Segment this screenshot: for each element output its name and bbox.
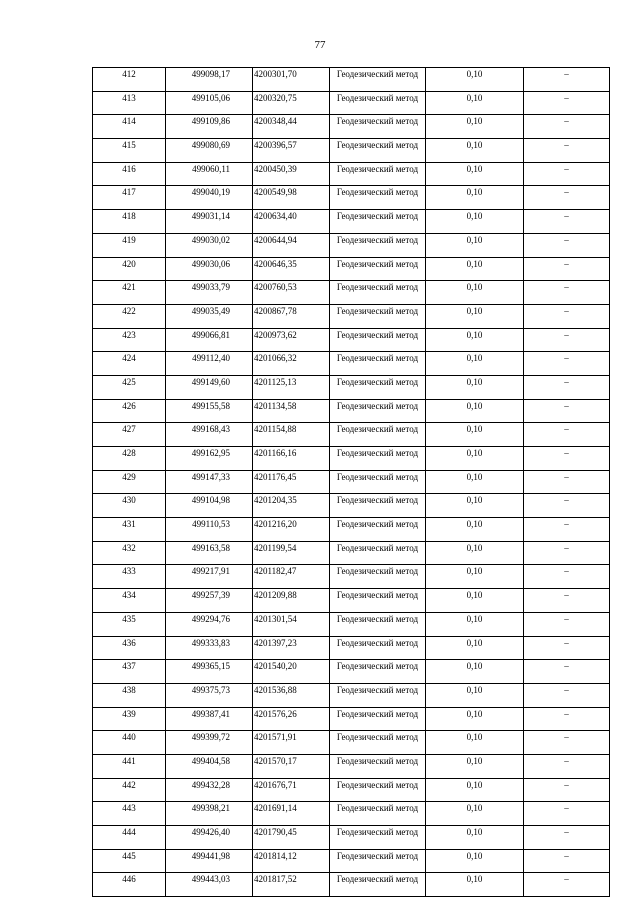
table-row <box>93 233 610 257</box>
x-coordinate-cell: 499399,72 <box>166 731 253 755</box>
method-cell: Геодезический метод <box>330 139 426 163</box>
accuracy-cell: 0,10 <box>426 589 524 613</box>
point-number-cell: 412 <box>93 68 166 92</box>
point-number-cell: 421 <box>93 281 166 305</box>
point-number-cell: 443 <box>93 802 166 826</box>
point-number-cell: 433 <box>93 565 166 589</box>
y-coordinate-cell: 4201154,88 <box>253 423 330 447</box>
table-row <box>93 423 610 447</box>
table-row <box>93 707 610 731</box>
y-coordinate-cell: 4201125,13 <box>253 375 330 399</box>
table-row <box>93 257 610 281</box>
y-coordinate-cell: 4201182,47 <box>253 565 330 589</box>
note-cell: – <box>524 494 610 518</box>
table-row <box>93 352 610 376</box>
method-cell: Геодезический метод <box>330 589 426 613</box>
note-cell: – <box>524 612 610 636</box>
note-cell: – <box>524 139 610 163</box>
y-coordinate-cell: 4200301,70 <box>253 68 330 92</box>
accuracy-cell: 0,10 <box>426 636 524 660</box>
method-cell: Геодезический метод <box>330 91 426 115</box>
method-cell: Геодезический метод <box>330 257 426 281</box>
method-cell: Геодезический метод <box>330 660 426 684</box>
table-row <box>93 541 610 565</box>
point-number-cell: 414 <box>93 115 166 139</box>
y-coordinate-cell: 4201576,26 <box>253 707 330 731</box>
note-cell: – <box>524 281 610 305</box>
y-coordinate-cell: 4200760,53 <box>253 281 330 305</box>
x-coordinate-cell: 499432,28 <box>166 778 253 802</box>
accuracy-cell: 0,10 <box>426 423 524 447</box>
table-row <box>93 731 610 755</box>
accuracy-cell: 0,10 <box>426 612 524 636</box>
table-row <box>93 186 610 210</box>
table-row <box>93 470 610 494</box>
y-coordinate-cell: 4200867,78 <box>253 304 330 328</box>
point-number-cell: 434 <box>93 589 166 613</box>
method-cell: Геодезический метод <box>330 707 426 731</box>
y-coordinate-cell: 4200634,40 <box>253 210 330 234</box>
method-cell: Геодезический метод <box>330 565 426 589</box>
x-coordinate-cell: 499147,33 <box>166 470 253 494</box>
accuracy-cell: 0,10 <box>426 565 524 589</box>
accuracy-cell: 0,10 <box>426 328 524 352</box>
point-number-cell: 426 <box>93 399 166 423</box>
accuracy-cell: 0,10 <box>426 68 524 92</box>
coordinates-table-body <box>93 68 610 897</box>
accuracy-cell: 0,10 <box>426 186 524 210</box>
table-row <box>93 802 610 826</box>
note-cell: – <box>524 802 610 826</box>
note-cell: – <box>524 636 610 660</box>
table-row <box>93 210 610 234</box>
point-number-cell: 430 <box>93 494 166 518</box>
y-coordinate-cell: 4201540,20 <box>253 660 330 684</box>
note-cell: – <box>524 399 610 423</box>
method-cell: Геодезический метод <box>330 636 426 660</box>
x-coordinate-cell: 499163,58 <box>166 541 253 565</box>
x-coordinate-cell: 499333,83 <box>166 636 253 660</box>
point-number-cell: 442 <box>93 778 166 802</box>
y-coordinate-cell: 4201536,88 <box>253 683 330 707</box>
method-cell: Геодезический метод <box>330 518 426 542</box>
accuracy-cell: 0,10 <box>426 447 524 471</box>
table-row <box>93 139 610 163</box>
y-coordinate-cell: 4200646,35 <box>253 257 330 281</box>
method-cell: Геодезический метод <box>330 399 426 423</box>
accuracy-cell: 0,10 <box>426 541 524 565</box>
method-cell: Геодезический метод <box>330 162 426 186</box>
method-cell: Геодезический метод <box>330 281 426 305</box>
point-number-cell: 422 <box>93 304 166 328</box>
y-coordinate-cell: 4200549,98 <box>253 186 330 210</box>
table-row <box>93 754 610 778</box>
note-cell: – <box>524 731 610 755</box>
y-coordinate-cell: 4201199,54 <box>253 541 330 565</box>
accuracy-cell: 0,10 <box>426 802 524 826</box>
note-cell: – <box>524 470 610 494</box>
accuracy-cell: 0,10 <box>426 873 524 897</box>
x-coordinate-cell: 499040,19 <box>166 186 253 210</box>
x-coordinate-cell: 499112,40 <box>166 352 253 376</box>
y-coordinate-cell: 4201676,71 <box>253 778 330 802</box>
note-cell: – <box>524 683 610 707</box>
note-cell: – <box>524 778 610 802</box>
accuracy-cell: 0,10 <box>426 849 524 873</box>
point-number-cell: 416 <box>93 162 166 186</box>
point-number-cell: 432 <box>93 541 166 565</box>
table-row <box>93 494 610 518</box>
coordinates-table <box>92 67 610 897</box>
x-coordinate-cell: 499033,79 <box>166 281 253 305</box>
page-number: 77 <box>314 39 326 51</box>
table-row <box>93 778 610 802</box>
table-row <box>93 565 610 589</box>
note-cell: – <box>524 423 610 447</box>
note-cell: – <box>524 826 610 850</box>
accuracy-cell: 0,10 <box>426 139 524 163</box>
note-cell: – <box>524 660 610 684</box>
x-coordinate-cell: 499217,91 <box>166 565 253 589</box>
method-cell: Геодезический метод <box>330 470 426 494</box>
accuracy-cell: 0,10 <box>426 233 524 257</box>
point-number-cell: 427 <box>93 423 166 447</box>
accuracy-cell: 0,10 <box>426 683 524 707</box>
table-row <box>93 589 610 613</box>
note-cell: – <box>524 873 610 897</box>
accuracy-cell: 0,10 <box>426 826 524 850</box>
y-coordinate-cell: 4200644,94 <box>253 233 330 257</box>
y-coordinate-cell: 4201204,35 <box>253 494 330 518</box>
x-coordinate-cell: 499105,06 <box>166 91 253 115</box>
method-cell: Геодезический метод <box>330 328 426 352</box>
point-number-cell: 440 <box>93 731 166 755</box>
point-number-cell: 418 <box>93 210 166 234</box>
table-row <box>93 399 610 423</box>
method-cell: Геодезический метод <box>330 683 426 707</box>
note-cell: – <box>524 589 610 613</box>
note-cell: – <box>524 162 610 186</box>
y-coordinate-cell: 4201209,88 <box>253 589 330 613</box>
x-coordinate-cell: 499030,06 <box>166 257 253 281</box>
point-number-cell: 419 <box>93 233 166 257</box>
x-coordinate-cell: 499387,41 <box>166 707 253 731</box>
point-number-cell: 425 <box>93 375 166 399</box>
y-coordinate-cell: 4201817,52 <box>253 873 330 897</box>
note-cell: – <box>524 447 610 471</box>
accuracy-cell: 0,10 <box>426 518 524 542</box>
x-coordinate-cell: 499149,60 <box>166 375 253 399</box>
table-row <box>93 304 610 328</box>
x-coordinate-cell: 499109,86 <box>166 115 253 139</box>
accuracy-cell: 0,10 <box>426 375 524 399</box>
method-cell: Геодезический метод <box>330 612 426 636</box>
method-cell: Геодезический метод <box>330 731 426 755</box>
note-cell: – <box>524 210 610 234</box>
note-cell: – <box>524 375 610 399</box>
x-coordinate-cell: 499104,98 <box>166 494 253 518</box>
method-cell: Геодезический метод <box>330 826 426 850</box>
table-row <box>93 826 610 850</box>
y-coordinate-cell: 4201814,12 <box>253 849 330 873</box>
accuracy-cell: 0,10 <box>426 754 524 778</box>
accuracy-cell: 0,10 <box>426 91 524 115</box>
point-number-cell: 423 <box>93 328 166 352</box>
table-row <box>93 873 610 897</box>
point-number-cell: 444 <box>93 826 166 850</box>
y-coordinate-cell: 4200348,44 <box>253 115 330 139</box>
x-coordinate-cell: 499060,11 <box>166 162 253 186</box>
x-coordinate-cell: 499443,03 <box>166 873 253 897</box>
accuracy-cell: 0,10 <box>426 352 524 376</box>
table-row <box>93 115 610 139</box>
note-cell: – <box>524 849 610 873</box>
note-cell: – <box>524 304 610 328</box>
method-cell: Геодезический метод <box>330 541 426 565</box>
y-coordinate-cell: 4201397,23 <box>253 636 330 660</box>
y-coordinate-cell: 4200396,57 <box>253 139 330 163</box>
table-row <box>93 518 610 542</box>
y-coordinate-cell: 4200973,62 <box>253 328 330 352</box>
method-cell: Геодезический метод <box>330 873 426 897</box>
point-number-cell: 431 <box>93 518 166 542</box>
point-number-cell: 438 <box>93 683 166 707</box>
x-coordinate-cell: 499404,58 <box>166 754 253 778</box>
method-cell: Геодезический метод <box>330 115 426 139</box>
method-cell: Геодезический метод <box>330 423 426 447</box>
table-row <box>93 612 610 636</box>
x-coordinate-cell: 499080,69 <box>166 139 253 163</box>
point-number-cell: 435 <box>93 612 166 636</box>
accuracy-cell: 0,10 <box>426 494 524 518</box>
note-cell: – <box>524 565 610 589</box>
x-coordinate-cell: 499365,15 <box>166 660 253 684</box>
note-cell: – <box>524 91 610 115</box>
table-row <box>93 91 610 115</box>
accuracy-cell: 0,10 <box>426 304 524 328</box>
accuracy-cell: 0,10 <box>426 210 524 234</box>
x-coordinate-cell: 499257,39 <box>166 589 253 613</box>
y-coordinate-cell: 4201066,32 <box>253 352 330 376</box>
y-coordinate-cell: 4200450,39 <box>253 162 330 186</box>
method-cell: Геодезический метод <box>330 494 426 518</box>
accuracy-cell: 0,10 <box>426 257 524 281</box>
method-cell: Геодезический метод <box>330 375 426 399</box>
note-cell: – <box>524 518 610 542</box>
y-coordinate-cell: 4200320,75 <box>253 91 330 115</box>
y-coordinate-cell: 4201216,20 <box>253 518 330 542</box>
y-coordinate-cell: 4201134,58 <box>253 399 330 423</box>
table-row <box>93 162 610 186</box>
x-coordinate-cell: 499110,53 <box>166 518 253 542</box>
note-cell: – <box>524 541 610 565</box>
y-coordinate-cell: 4201570,17 <box>253 754 330 778</box>
x-coordinate-cell: 499294,76 <box>166 612 253 636</box>
method-cell: Геодезический метод <box>330 778 426 802</box>
x-coordinate-cell: 499398,21 <box>166 802 253 826</box>
method-cell: Геодезический метод <box>330 186 426 210</box>
point-number-cell: 420 <box>93 257 166 281</box>
method-cell: Геодезический метод <box>330 754 426 778</box>
accuracy-cell: 0,10 <box>426 281 524 305</box>
table-row <box>93 636 610 660</box>
point-number-cell: 415 <box>93 139 166 163</box>
accuracy-cell: 0,10 <box>426 470 524 494</box>
accuracy-cell: 0,10 <box>426 778 524 802</box>
note-cell: – <box>524 352 610 376</box>
method-cell: Геодезический метод <box>330 802 426 826</box>
point-number-cell: 439 <box>93 707 166 731</box>
method-cell: Геодезический метод <box>330 68 426 92</box>
y-coordinate-cell: 4201166,16 <box>253 447 330 471</box>
x-coordinate-cell: 499155,58 <box>166 399 253 423</box>
point-number-cell: 413 <box>93 91 166 115</box>
table-row <box>93 447 610 471</box>
table-row <box>93 68 610 92</box>
accuracy-cell: 0,10 <box>426 399 524 423</box>
note-cell: – <box>524 328 610 352</box>
accuracy-cell: 0,10 <box>426 660 524 684</box>
x-coordinate-cell: 499035,49 <box>166 304 253 328</box>
point-number-cell: 445 <box>93 849 166 873</box>
table-row <box>93 375 610 399</box>
y-coordinate-cell: 4201301,54 <box>253 612 330 636</box>
method-cell: Геодезический метод <box>330 352 426 376</box>
x-coordinate-cell: 499441,98 <box>166 849 253 873</box>
point-number-cell: 446 <box>93 873 166 897</box>
point-number-cell: 436 <box>93 636 166 660</box>
table-row <box>93 281 610 305</box>
note-cell: – <box>524 707 610 731</box>
y-coordinate-cell: 4201790,45 <box>253 826 330 850</box>
note-cell: – <box>524 754 610 778</box>
table-row <box>93 849 610 873</box>
note-cell: – <box>524 68 610 92</box>
x-coordinate-cell: 499162,95 <box>166 447 253 471</box>
point-number-cell: 424 <box>93 352 166 376</box>
method-cell: Геодезический метод <box>330 849 426 873</box>
table-row <box>93 660 610 684</box>
note-cell: – <box>524 257 610 281</box>
note-cell: – <box>524 115 610 139</box>
x-coordinate-cell: 499066,81 <box>166 328 253 352</box>
table-row <box>93 683 610 707</box>
x-coordinate-cell: 499030,02 <box>166 233 253 257</box>
point-number-cell: 437 <box>93 660 166 684</box>
x-coordinate-cell: 499031,14 <box>166 210 253 234</box>
y-coordinate-cell: 4201571,91 <box>253 731 330 755</box>
x-coordinate-cell: 499168,43 <box>166 423 253 447</box>
point-number-cell: 428 <box>93 447 166 471</box>
method-cell: Геодезический метод <box>330 210 426 234</box>
x-coordinate-cell: 499375,73 <box>166 683 253 707</box>
y-coordinate-cell: 4201176,45 <box>253 470 330 494</box>
method-cell: Геодезический метод <box>330 233 426 257</box>
accuracy-cell: 0,10 <box>426 707 524 731</box>
method-cell: Геодезический метод <box>330 304 426 328</box>
method-cell: Геодезический метод <box>330 447 426 471</box>
point-number-cell: 429 <box>93 470 166 494</box>
point-number-cell: 441 <box>93 754 166 778</box>
table-row <box>93 328 610 352</box>
point-number-cell: 417 <box>93 186 166 210</box>
accuracy-cell: 0,10 <box>426 731 524 755</box>
x-coordinate-cell: 499426,40 <box>166 826 253 850</box>
note-cell: – <box>524 186 610 210</box>
note-cell: – <box>524 233 610 257</box>
accuracy-cell: 0,10 <box>426 115 524 139</box>
x-coordinate-cell: 499098,17 <box>166 68 253 92</box>
accuracy-cell: 0,10 <box>426 162 524 186</box>
y-coordinate-cell: 4201691,14 <box>253 802 330 826</box>
